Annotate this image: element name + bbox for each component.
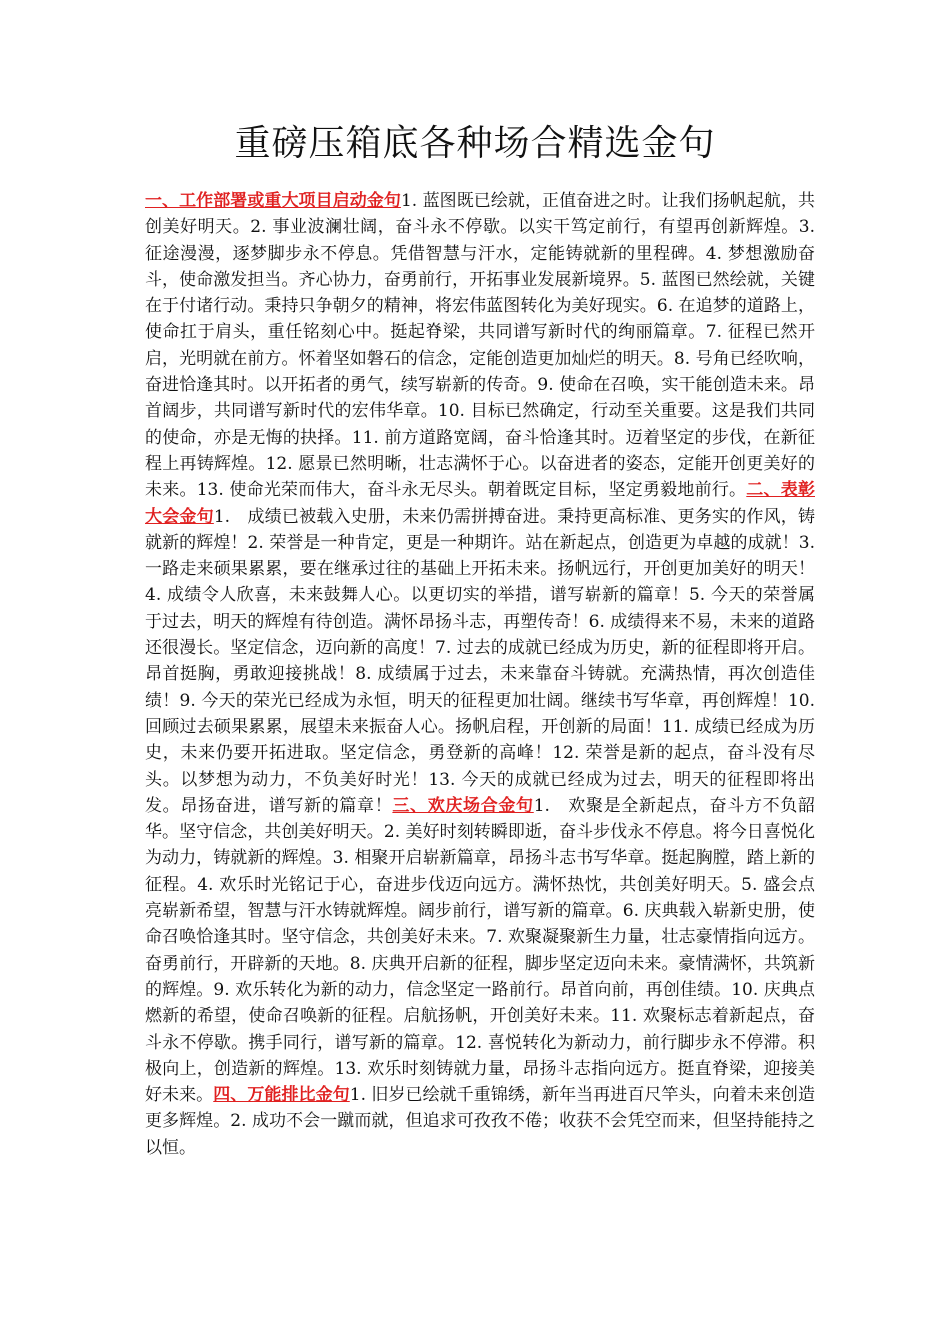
- section-heading-celebration: 三、欢庆场合金句: [392, 795, 534, 816]
- section-heading-work-deployment: 一、工作部署或重大项目启动金句: [145, 191, 401, 211]
- section-text-commendation: 1. 成绩已被载入史册，未来仍需拼搏奋进。秉持更高标准、更务实的作风，铸就新的辉煌！2. 荣誉是一种肯定，更是一种期许。站在新起点，创造更为卓越的成就！3. 一路走来硕果累累，要在继承过往的基础上开拓未来。扬帆远行，开创更加美好的明天！4. 成绩令人欣喜，未来鼓舞人心。以更切实的举措，谱写崭新的篇章！5. 今天的荣誉属于过去，明天的辉煌有待创造。满怀昂扬斗志，再塑传奇！6. 成绩得来不易，未来的道路还很漫长。坚定信念，迈向新的高度！7. 过去的成就已经成为历史，新的征程即将开启。昂首挺胸，勇敢迎接挑战！8. 成绩属于过去，未来靠奋斗铸就。充满热情，再次创造佳绩！9. 今天的荣光已经成为永恒，明天的征程更加壮阔。继续书写华章，再创辉煌！10. 回顾过去硕果累累，展望未来振奋人心。扬帆启程，开创新的局面！11. 成绩已经成为历史，未来仍要开拓进取。坚定信念，勇登新的高峰！12. 荣誉是新的起点，奋斗没有尽头。以梦想为动力，不负美好时光！13. 今天的成就已经成为过去，明天的征程即将出发。昂扬奋进，谱写新的篇章！: [145, 506, 816, 816]
- section-text-celebration: 1. 欢聚是全新起点，奋斗方不负韶华。坚守信念，共创美好明天。2. 美好时刻转瞬即逝，奋斗步伐永不停息。将今日喜悦化为动力，铸就新的辉煌。3. 相聚开启崭新篇章，昂扬斗志书写华章。挺起胸膛，踏上新的征程。4. 欢乐时光铭记于心，奋进步伐迈向远方。满怀热忱，共创美好明天。5. 盛会点亮崭新希望，智慧与汗水铸就辉煌。阔步前行，谱写新的篇章。6. 庆典载入崭新史册，使命召唤恰逢其时。坚守信念，共创美好未来。7. 欢聚凝聚新生力量，壮志豪情指向远方。奋勇前行，开辟新的天地。8. 庆典开启新的征程，脚步坚定迈向未来。豪情满怀，共筑新的辉煌。9. 欢乐转化为新的动力，信念坚定一路前行。昂首向前，再创佳绩。10. 庆典点燃新的希望，使命召唤新的征程。启航扬帆，开创美好未来。11. 欢聚标志着新起点，奋斗永不停歇。携手同行，谱写新的篇章。12. 喜悦转化为新动力，前行脚步永不停滞。积极向上，创造新的辉煌。13. 欢乐时刻铸就力量，昂扬斗志指向远方。挺直脊梁，迎接美好未来。: [145, 795, 815, 1106]
- section-heading-parallelism: 四、万能排比金句: [213, 1085, 350, 1106]
- document-body: [145, 188, 815, 1161]
- section-text-work-deployment: 1. 蓝图既已绘就，正值奋进之时。让我们扬帆起航，共创美好明天。2. 事业波澜壮阔，奋斗永不停歇。以实干笃定前行，有望再创新辉煌。3. 征途漫漫，逐梦脚步永不停息。凭借智慧与汗水，定能铸就新的里程碑。4. 梦想激励奋斗，使命激发担当。齐心协力，奋勇前行，开拓事业发展新境界。5. 蓝图已然绘就，关键在于付诸行动。秉持只争朝夕的精神，将宏伟蓝图转化为美好现实。6. 在追梦的道路上，使命扛于肩头，重任铭刻心中。挺起脊梁，共同谱写新时代的绚丽篇章。7. 征程已然开启，光明就在前方。怀着坚如磐石的信念，定能创造更加灿烂的明天。8. 号角已经吹响，奋进恰逢其时。以开拓者的勇气，续写崭新的传奇。9. 使命在召唤，实干能创造未来。昂首阔步，共同谱写新时代的宏伟华章。10. 目标已然确定，行动至关重要。这是我们共同的使命，亦是无悔的抉择。11. 前方道路宽阔，奋斗恰逢其时。迈着坚定的步伐，在新征程上再铸辉煌。12. 愿景已然明晰，壮志满怀于心。以奋进者的姿态，定能开创更美好的未来。13. 使命光荣而伟大，奋斗永无尽头。朝着既定目标，坚定勇毅地前行。: [145, 191, 815, 501]
- page-title: 重磅压箱底各种场合精选金句: [234, 123, 716, 164]
- section-heading-commendation: 二、表彰大会金句: [145, 480, 815, 527]
- section-text-parallelism: 1. 旧岁已绘就千重锦绣，新年当再进百尺竿头，向着未来创造更多辉煌。2. 成功不会一蹴而就，但追求可孜孜不倦；收获不会凭空而来，但坚持能持之以恒。: [145, 1085, 815, 1158]
